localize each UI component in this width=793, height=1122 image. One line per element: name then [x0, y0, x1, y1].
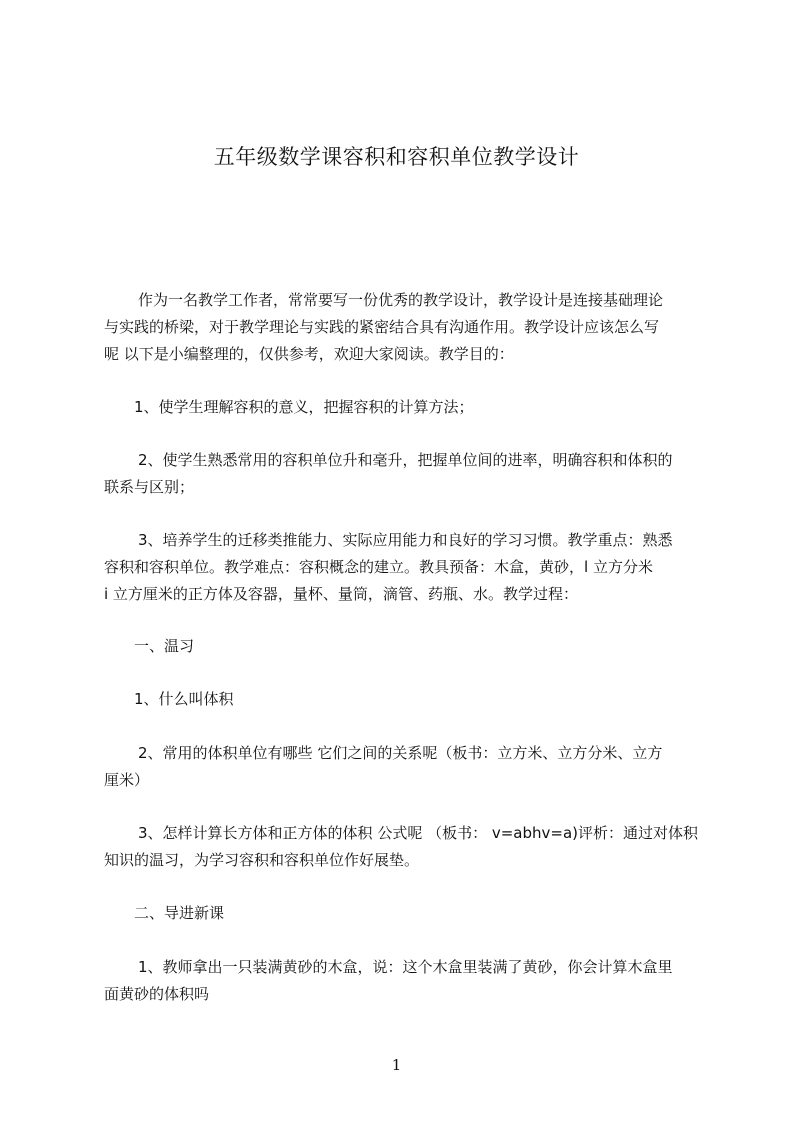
page-number: 1: [391, 1056, 402, 1074]
goal-3-paragraph: [104, 527, 712, 608]
text-line: 容积和容积单位。教学难点：容积概念的建立。教具预备：木盒，黄砂，l 立方分米: [104, 558, 653, 576]
goal-1-paragraph: [104, 394, 712, 421]
text-line: 联系与区别；: [104, 478, 195, 496]
text-line: 知识的温习，为学习容积和容积单位作好展垫。: [104, 851, 420, 869]
text-line: 与实践的桥梁，对于教学理论与实践的紧密结合具有沟通作用。教学设计应该怎么写: [104, 318, 660, 336]
text-line: 1、使学生理解容积的意义，把握容积的计算方法；: [134, 398, 474, 416]
text-line: 2、使学生熟悉常用的容积单位升和毫升，把握单位间的进率，明确容积和体积的: [138, 451, 673, 469]
review-3-paragraph: [104, 820, 712, 874]
text-line: 1、教师拿出一只装满黄砂的木盒，说：这个木盒里装满了黄砂，你会计算木盒里: [138, 958, 673, 976]
goal-2-paragraph: [104, 447, 712, 501]
section-heading-new-lesson: [104, 900, 712, 927]
text-line: 二、导进新课: [134, 904, 225, 922]
text-line: i 立方厘米的正方体及容器，量杯、量筒，滴管、药瓶、水。教学过程：: [104, 585, 578, 603]
text-line: 3、怎样计算长方体和正方体的体积 公式呢 （板书： v=abhv=a)评析：通过对体积: [138, 824, 699, 842]
text-line: 2、常用的体积单位有哪些 它们之间的关系呢（板书：立方米、立方分米、立方: [138, 744, 663, 762]
text-line: 3、培养学生的迁移类推能力、实际应用能力和良好的学习习惯。教学重点：熟悉: [138, 531, 673, 549]
text-line: 面黄砂的体积吗: [104, 985, 210, 1003]
text-line: 1、什么叫体积: [134, 690, 234, 708]
intro-paragraph: [104, 287, 712, 368]
text-line: 厘米）: [104, 771, 150, 789]
new-1-paragraph: [104, 954, 712, 1008]
section-heading-review: [104, 633, 712, 660]
text-line: 一、温习: [134, 637, 195, 655]
text-line: 作为一名教学工作者，常常要写一份优秀的教学设计，教学设计是连接基础理论: [138, 291, 664, 309]
document-title: 五年级数学课容积和容积单位教学设计: [213, 145, 580, 169]
review-1-paragraph: [104, 686, 712, 713]
text-line: 呢 以下是小编整理的，仅供参考，欢迎大家阅读。教学目的：: [104, 345, 514, 363]
review-2-paragraph: [104, 740, 712, 794]
